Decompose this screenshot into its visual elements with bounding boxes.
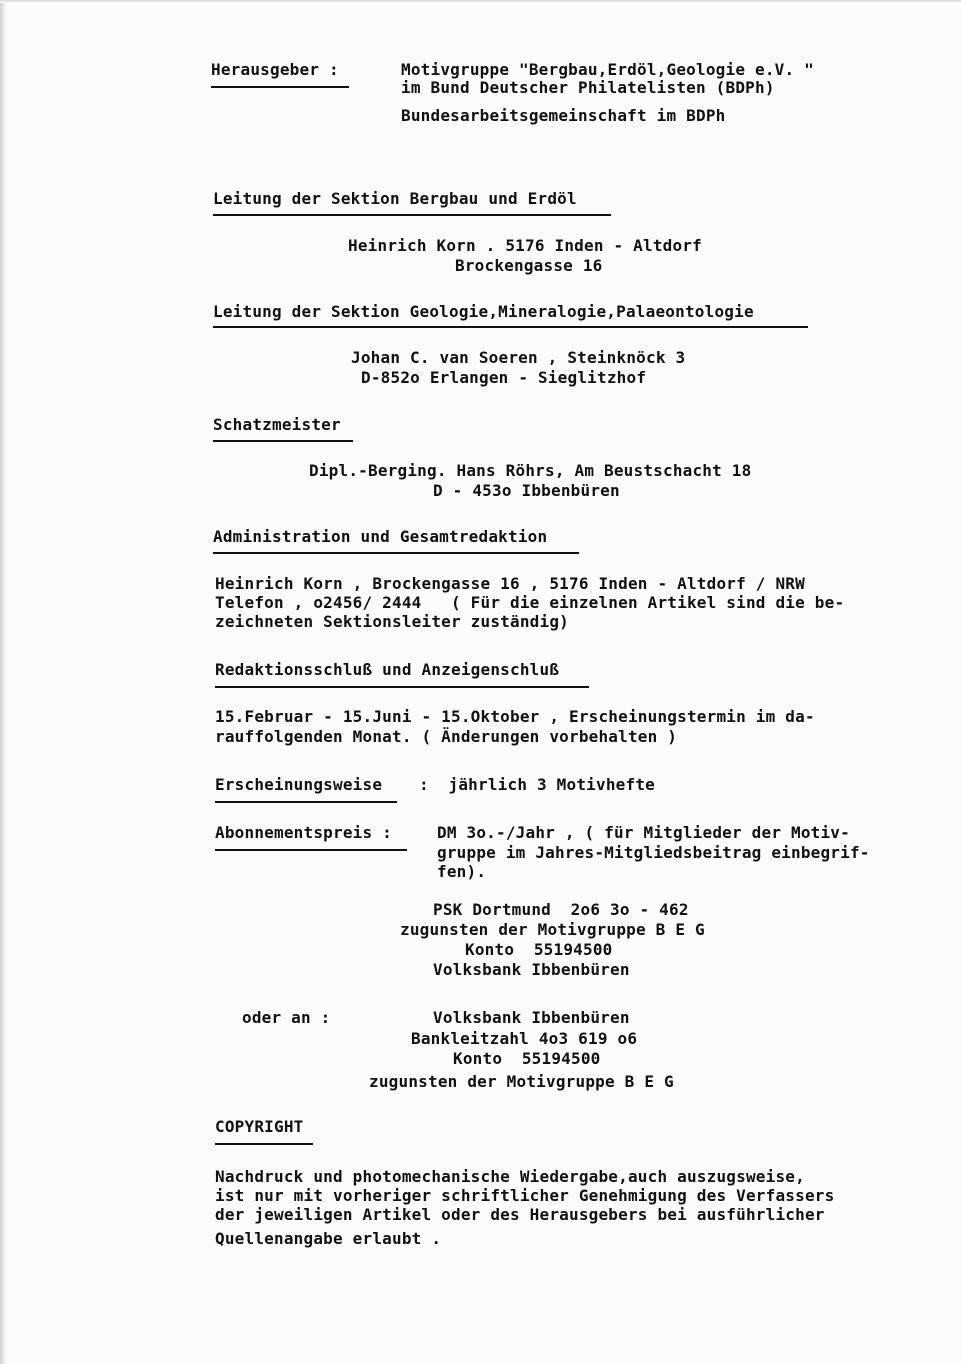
- deadline-heading-underline: [215, 686, 589, 688]
- postbank-account-line-3: Konto 55194500: [465, 940, 613, 959]
- administration-line-1: Heinrich Korn , Brockengasse 16 , 5176 Inden - Altdorf / NRW: [215, 574, 805, 593]
- treasurer-contact-line-1: Dipl.-Berging. Hans Röhrs, Am Beustschacht 18: [309, 461, 752, 480]
- bank-account-line-4: zugunsten der Motivgruppe B E G: [369, 1072, 674, 1091]
- mining-heading-underline: [213, 214, 611, 216]
- publisher-line-2: im Bund Deutscher Philatelisten (BDPh): [401, 78, 775, 97]
- mining-contact-line-2: Brockengasse 16: [455, 256, 603, 275]
- bank-account-line-1: Volksbank Ibbenbüren: [433, 1008, 630, 1027]
- mining-section-heading: Leitung der Sektion Bergbau und Erdöl: [213, 189, 577, 208]
- frequency-label-underline: [215, 801, 397, 803]
- administration-heading: Administration und Gesamtredaktion: [213, 527, 548, 546]
- deadline-line-2: rauffolgenden Monat. ( Änderungen vorbehalten ): [215, 727, 678, 746]
- treasurer-contact-line-2: D - 453o Ibbenbüren: [433, 481, 620, 500]
- bank-account-line-3: Konto 55194500: [453, 1049, 601, 1068]
- frequency-value: : jährlich 3 Motivhefte: [419, 775, 655, 794]
- copyright-heading: COPYRIGHT: [215, 1117, 304, 1136]
- alternative-account-label: oder an :: [242, 1008, 331, 1027]
- scan-top-edge: [0, 0, 961, 3]
- federal-working-group: Bundesarbeitsgemeinschaft im BDPh: [401, 106, 726, 125]
- copyright-line-3: der jeweiligen Artikel oder des Herausgebers bei ausführlicher: [215, 1205, 825, 1224]
- deadline-line-1: 15.Februar - 15.Juni - 15.Oktober , Erscheinungstermin im da-: [215, 707, 815, 726]
- subscription-label: Abonnementspreis :: [215, 823, 392, 842]
- copyright-line-2: ist nur mit vorheriger schriftlicher Genehmigung des Verfassers: [215, 1186, 835, 1205]
- postbank-account-line-4: Volksbank Ibbenbüren: [433, 960, 630, 979]
- subscription-label-underline: [215, 849, 407, 851]
- copyright-heading-underline: [215, 1143, 313, 1145]
- deadline-heading: Redaktionsschluß und Anzeigenschluß: [215, 660, 560, 679]
- postbank-account-line-1: PSK Dortmund 2o6 3o - 462: [433, 900, 689, 919]
- copyright-line-1: Nachdruck und photomechanische Wiedergabe,auch auszugsweise,: [215, 1167, 805, 1186]
- geology-heading-underline: [213, 326, 808, 328]
- subscription-line-1: DM 3o.-/Jahr , ( für Mitglieder der Motiv-: [437, 823, 850, 842]
- geology-contact-line-1: Johan C. van Soeren , Steinknöck 3: [351, 348, 686, 367]
- treasurer-heading: Schatzmeister: [213, 415, 341, 434]
- scan-left-edge: [0, 0, 6, 1364]
- subscription-line-2: gruppe im Jahres-Mitgliedsbeitrag einbegrif-: [437, 843, 870, 862]
- subscription-line-3: fen).: [437, 862, 487, 881]
- publisher-underline: [211, 86, 349, 88]
- geology-section-heading: Leitung der Sektion Geologie,Mineralogie,Palaeontologie: [213, 302, 754, 321]
- administration-line-3: zeichneten Sektionsleiter zuständig): [215, 612, 569, 631]
- copyright-line-4: Quellenangabe erlaubt .: [215, 1229, 442, 1248]
- postbank-account-line-2: zugunsten der Motivgruppe B E G: [400, 920, 705, 939]
- frequency-label: Erscheinungsweise: [215, 775, 383, 794]
- publisher-label: Herausgeber :: [211, 60, 339, 79]
- mining-contact-line-1: Heinrich Korn . 5176 Inden - Altdorf: [348, 236, 702, 255]
- publisher-line-1: Motivgruppe "Bergbau,Erdöl,Geologie e.V. ": [401, 60, 814, 79]
- administration-heading-underline: [213, 552, 579, 554]
- bank-account-line-2: Bankleitzahl 4o3 619 o6: [411, 1029, 638, 1048]
- geology-contact-line-2: D-852o Erlangen - Sieglitzhof: [361, 368, 647, 387]
- treasurer-heading-underline: [213, 440, 353, 442]
- administration-line-2: Telefon , o2456/ 2444 ( Für die einzelnen Artikel sind die be-: [215, 593, 845, 612]
